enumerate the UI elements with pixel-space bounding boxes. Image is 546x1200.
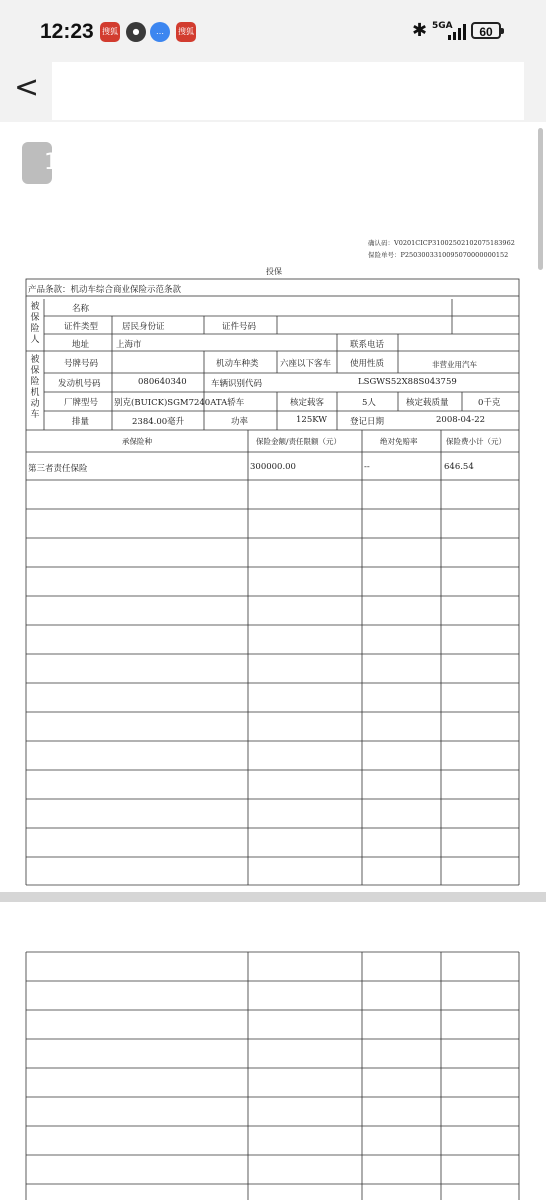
coverage-header-type: 承保险种 <box>122 437 152 446</box>
coverage-header-deductible: 绝对免赔率 <box>380 437 418 446</box>
vin-label: 车辆识别代码 <box>211 379 263 389</box>
news-app-2-icon: 搜狐 <box>176 22 196 42</box>
id-no-label: 证件号码 <box>222 322 257 332</box>
model-value: 别克(BUICK)SGM7240ATA轿车 <box>114 398 245 408</box>
product-clause: 产品条款：机动车综合商业保险示范条款 <box>28 285 182 295</box>
vehicle-type-label: 机动车种类 <box>216 359 259 369</box>
coverage-row-type: 第三者责任保险 <box>28 464 88 474</box>
load-label: 核定载质量 <box>406 398 449 408</box>
news-app-1-icon: 搜狐 <box>100 22 120 42</box>
name-label: 名称 <box>72 304 90 314</box>
vehicle-type-value: 六座以下客车 <box>280 359 332 369</box>
coverage-header-amount: 保险金额/责任限额（元） <box>256 437 342 446</box>
displacement-label: 排量 <box>72 417 90 427</box>
model-label: 厂牌型号 <box>64 398 99 408</box>
back-button[interactable]: < <box>14 70 40 105</box>
reg-date-label: 登记日期 <box>350 417 385 427</box>
coverage-row-premium: 646.54 <box>444 462 474 472</box>
doc-title: 投保 <box>266 267 282 276</box>
page-indicator: 1 <box>22 142 52 184</box>
page-separator <box>0 892 546 902</box>
seats-value: 5人 <box>362 398 376 408</box>
bluetooth-icon: ✱ <box>412 20 428 41</box>
confirm-code: 确认码：V0201CICP31002502102075183962 <box>368 239 515 247</box>
engine-label: 发动机号码 <box>58 379 101 389</box>
reg-date-value: 2008-04-22 <box>436 415 486 425</box>
load-value: 0千克 <box>478 398 501 408</box>
insured-section-label: 被保险人 <box>30 302 40 345</box>
page2-table-grid <box>0 902 546 1200</box>
battery-icon: 60 <box>471 22 501 39</box>
network-type: 5GA <box>432 21 453 31</box>
phone-label: 联系电话 <box>350 340 385 350</box>
power-label: 功率 <box>231 417 249 427</box>
power-value: 125KW <box>296 415 328 425</box>
engine-value: 080640340 <box>138 377 187 387</box>
id-type-label: 证件类型 <box>64 322 99 332</box>
address-value: 上海市 <box>116 340 142 350</box>
coverage-row-amount: 300000.00 <box>250 462 296 472</box>
status-time: 12:23 <box>40 20 94 43</box>
coverage-header-premium: 保险费小计（元） <box>446 437 506 446</box>
vin-value: LSGWS52X88S043759 <box>358 377 457 387</box>
document-page-2[interactable] <box>0 902 546 1200</box>
usage-label: 使用性质 <box>350 359 385 369</box>
policy-number: 保险单号：P2503003310095070000000152 <box>368 251 509 259</box>
usage-value: 非营业用汽车 <box>432 360 477 369</box>
vehicle-section-label: 被保险机动车 <box>30 355 40 420</box>
seats-label: 核定载客 <box>290 398 325 408</box>
displacement-value: 2384.00毫升 <box>132 417 185 427</box>
id-type-value: 居民身份证 <box>122 322 165 332</box>
address-label: 地址 <box>72 340 90 350</box>
coverage-row-deductible: -- <box>364 462 370 472</box>
voice-app-icon: ● <box>126 22 146 42</box>
plate-label: 号牌号码 <box>64 359 99 369</box>
message-app-icon: … <box>150 22 170 42</box>
